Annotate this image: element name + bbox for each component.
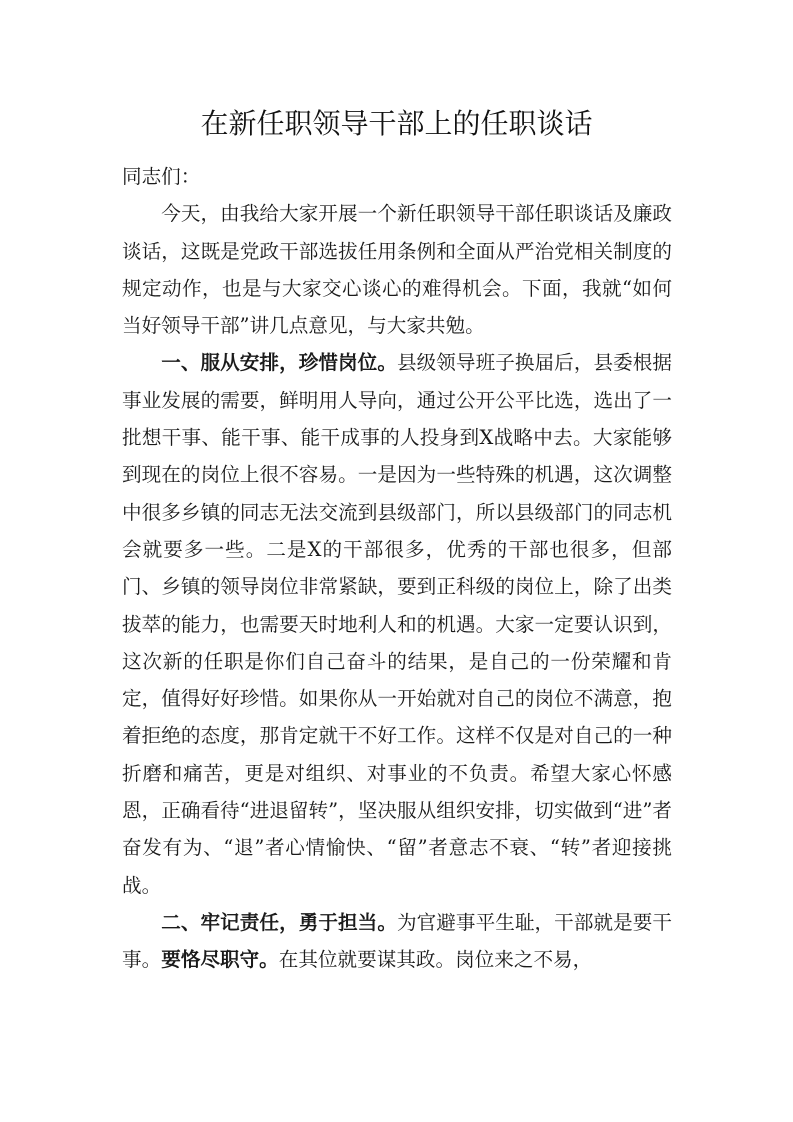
section-2-paragraph xyxy=(122,904,672,979)
section-1-heading: 一、服从安排，珍惜岗位。 xyxy=(161,351,397,375)
section-2-text-2: 在其位就要谋其政。岗位来之不易， xyxy=(278,948,593,972)
salutation: 同志们： xyxy=(122,165,201,188)
document-title: 在新任职领导干部上的任职谈话 xyxy=(200,107,593,140)
document-body xyxy=(122,158,672,979)
section-2-subheading: 要恪尽职守。 xyxy=(161,948,279,972)
section-1-text: 县级领导班子换届后，县委根据事业发展的需要，鲜明用人导向，通过公开公平比选，选出了一批想干事、能干事、能干成事的人投身到X战略中去。大家能够到现在的岗位上很不容易。一是因为一些特殊的机遇，这次调整中很多乡镇的同志无法交流到县级部门，所以县级部门的同志机会就要多一些。二是X的干部很多，优秀的干部也很多，但部门、乡镇的领导岗位非常紧缺，要到正科级的岗位上，除了出类拔萃的能力，也需要天时地利人和的机遇。大家一定要认识到，这次新的任职是你们自己奋斗的结果，是自己的一份荣耀和肯定，值得好好珍惜。如果你从一开始就对自己的岗位不满意，抱着拒绝的态度，那肯定就干不好工作。这样不仅是对自己的一种折磨和痛苦，更是对组织、对事业的不负责。希望大家心怀感恩，正确看待“进退留转”，坚决服从组织安排，切实做到“进”者奋发有为、“退”者心情愉快、“留”者意志不衰、“转”者迎接挑战。 xyxy=(122,351,673,897)
section-1-paragraph xyxy=(122,344,672,903)
section-2-text-1: 为官避事平生耻，干部就是要干事。 xyxy=(122,910,673,972)
intro-paragraph: 今天，由我给大家开展一个新任职领导干部任职谈话及廉政谈话，这既是党政干部选拔任用条例和全面从严治党相关制度的规定动作，也是与大家交心谈心的难得机会。下面，我就“如何当好领导干部”讲几点意见，与大家共勉。 xyxy=(122,202,672,338)
section-2-heading: 二、牢记责任，勇于担当。 xyxy=(161,910,397,934)
